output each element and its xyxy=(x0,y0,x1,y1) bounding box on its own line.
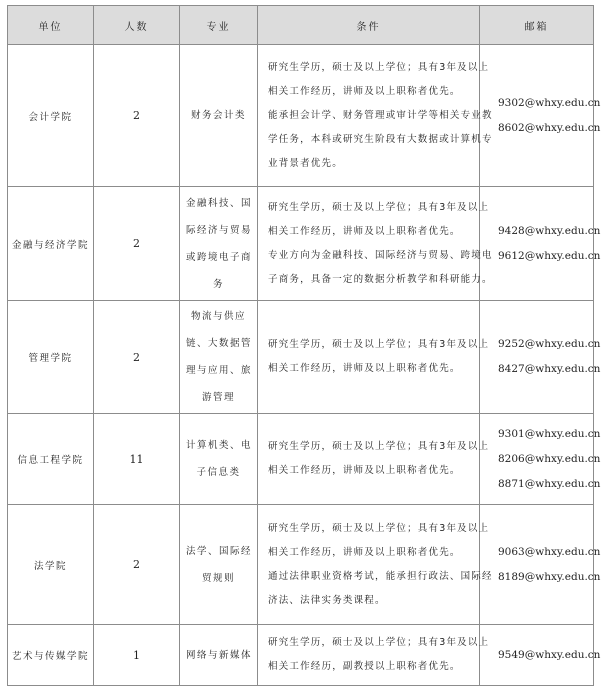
email-address: 8427@whxy.edu.cn xyxy=(498,363,601,375)
condition-line: 能承担会计学、财务管理或审计学等相关专业教 xyxy=(268,109,493,121)
email-cell xyxy=(480,45,601,187)
major-line: 理与应用、旅 xyxy=(186,365,253,376)
major-line: 物流与供应 xyxy=(190,311,246,322)
header-unit: 单位 xyxy=(8,6,94,45)
major-cell xyxy=(180,45,258,187)
condition-line: 专业方向为金融科技、国际经济与贸易、跨境电 xyxy=(268,249,493,261)
conditions-cell xyxy=(258,187,493,301)
email-address: 9302@whxy.edu.cn xyxy=(498,96,601,109)
unit-cell: 法学院 xyxy=(8,505,94,625)
email-cell xyxy=(480,301,601,414)
major-line: 金融科技、国 xyxy=(186,197,253,209)
email-address: 9428@whxy.edu.cn xyxy=(498,224,601,237)
count-cell: 11 xyxy=(94,414,180,505)
conditions-cell xyxy=(258,45,493,187)
unit-cell: 会计学院 xyxy=(8,45,94,187)
condition-line: 研究生学历，硕士及以上学位；具有3年及以上 xyxy=(268,441,490,452)
email-cell xyxy=(480,505,601,625)
count-cell: 2 xyxy=(94,505,180,625)
major-line: 务 xyxy=(212,278,224,290)
header-major: 专业 xyxy=(180,6,258,45)
table-row xyxy=(8,187,594,301)
condition-line: 业背景者优先。 xyxy=(268,157,343,169)
major-line: 链、大数据管 xyxy=(186,338,253,349)
unit-cell: 金融与经济学院 xyxy=(8,187,94,301)
major-line: 财务会计类 xyxy=(190,110,246,121)
major-line: 游管理 xyxy=(201,392,235,403)
major-line: 际经济与贸易 xyxy=(186,224,253,236)
condition-line: 相关工作经历，讲师及以上职称者优先。 xyxy=(268,85,461,97)
count-cell: 2 xyxy=(94,187,180,301)
major-line: 或跨境电子商 xyxy=(186,251,253,263)
email-address: 9301@whxy.edu.cn xyxy=(498,427,601,440)
major-cell xyxy=(180,301,258,414)
email-address: 8602@whxy.edu.cn xyxy=(498,121,601,134)
table-row xyxy=(8,301,594,414)
unit-cell: 艺术与传媒学院 xyxy=(8,625,94,686)
table-row xyxy=(8,625,594,686)
header-row xyxy=(8,6,594,45)
major-cell xyxy=(180,505,258,625)
condition-line: 研究生学历，硕士及以上学位；具有3年及以上 xyxy=(268,522,490,534)
conditions-cell xyxy=(258,505,493,625)
condition-line: 相关工作经历，讲师及以上职称者优先。 xyxy=(268,546,461,558)
table-row xyxy=(8,505,594,625)
condition-line: 相关工作经历，副教授以上职称者优先。 xyxy=(268,661,461,672)
email-address: 8189@whxy.edu.cn xyxy=(498,570,601,583)
major-line: 贸规则 xyxy=(201,572,235,584)
email-cell xyxy=(480,625,601,686)
condition-line: 研究生学历，硕士及以上学位；具有3年及以上 xyxy=(268,201,490,213)
email-cell xyxy=(480,187,601,301)
condition-line: 研究生学历，硕士及以上学位；具有3年及以上 xyxy=(268,339,490,350)
condition-line: 研究生学历，硕士及以上学位；具有3年及以上 xyxy=(268,637,490,648)
major-line: 法学、国际经 xyxy=(186,545,253,557)
conditions-cell xyxy=(258,414,490,505)
unit-cell: 管理学院 xyxy=(8,301,94,414)
condition-line: 相关工作经历，讲师及以上职称者优先。 xyxy=(268,225,461,237)
major-cell xyxy=(180,187,258,301)
major-line: 子信息类 xyxy=(196,467,241,478)
conditions-cell xyxy=(258,301,490,414)
condition-line: 通过法律职业资格考试，能承担行政法、国际经 xyxy=(268,570,493,582)
count-cell: 2 xyxy=(94,301,180,414)
email-address: 9549@whxy.edu.cn xyxy=(498,648,601,661)
condition-line: 研究生学历，硕士及以上学位；具有3年及以上 xyxy=(268,61,490,73)
header-email: 邮箱 xyxy=(480,6,594,45)
header-conditions: 条件 xyxy=(258,6,480,45)
table-body xyxy=(8,45,601,686)
email-address: 9612@whxy.edu.cn xyxy=(498,249,601,262)
count-cell: 2 xyxy=(94,45,180,187)
condition-line: 相关工作经历，讲师及以上职称者优先。 xyxy=(268,363,461,374)
header-count: 人数 xyxy=(94,6,180,45)
unit-cell: 信息工程学院 xyxy=(8,414,94,505)
email-cell xyxy=(480,414,601,505)
count-cell: 1 xyxy=(94,625,180,686)
conditions-cell xyxy=(258,625,490,686)
condition-line: 济法、法律实务类课程。 xyxy=(268,594,386,606)
recruitment-table-sheet xyxy=(7,5,601,686)
major-line: 计算机类、电 xyxy=(186,440,253,451)
email-address: 8871@whxy.edu.cn xyxy=(498,477,601,490)
condition-line: 子商务，具备一定的数据分析教学和科研能力。 xyxy=(268,273,493,285)
table-row xyxy=(8,45,594,187)
major-line: 网络与新媒体 xyxy=(186,649,253,661)
email-address: 9063@whxy.edu.cn xyxy=(498,545,601,558)
email-address: 8206@whxy.edu.cn xyxy=(498,452,601,465)
major-cell xyxy=(180,625,258,686)
condition-line: 相关工作经历，讲师及以上职称者优先。 xyxy=(268,465,461,476)
table-row xyxy=(8,414,594,505)
recruitment-table xyxy=(7,5,601,686)
email-address: 9252@whxy.edu.cn xyxy=(498,338,601,350)
condition-line: 学任务，本科或研究生阶段有大数据或计算机专 xyxy=(268,133,493,145)
major-cell xyxy=(180,414,258,505)
